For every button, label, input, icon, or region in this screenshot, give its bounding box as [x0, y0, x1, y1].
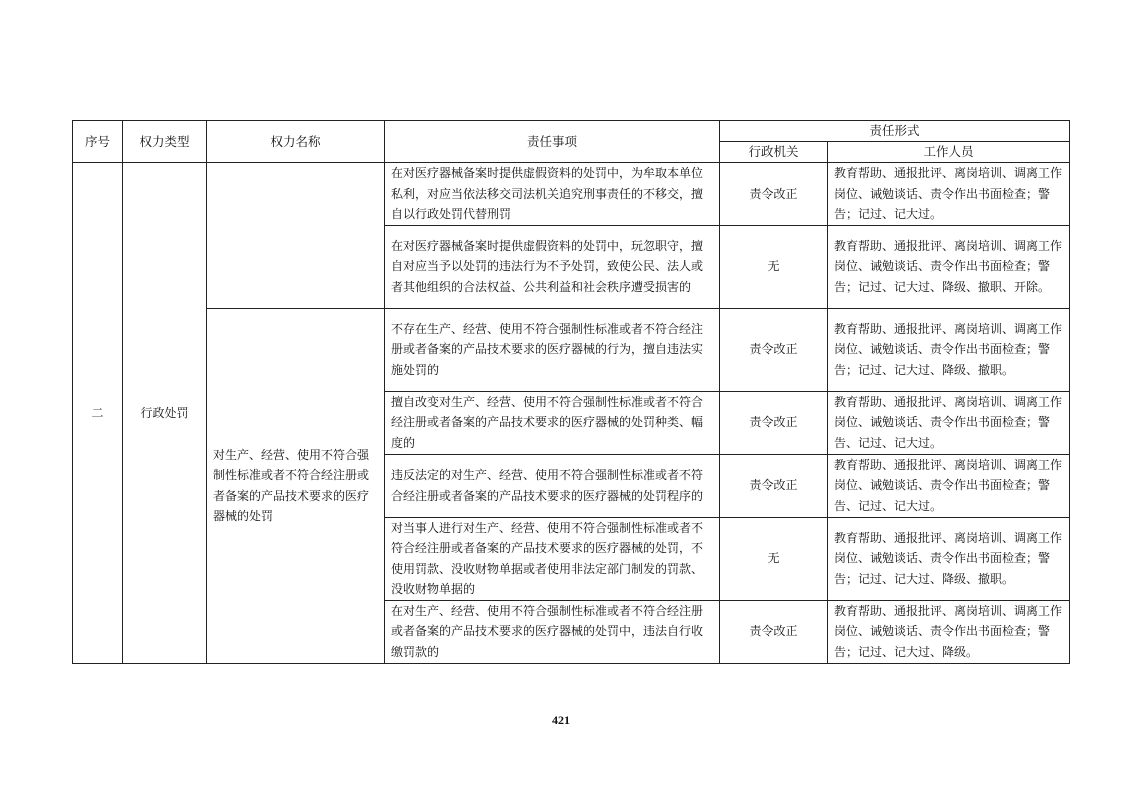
duty-cell: 违反法定的对生产、经营、使用不符合强制性标准或者不符合经注册或者备案的产品技术要求的医疗器械的处罚程序的: [385, 454, 720, 517]
agency-cell: 责令改正: [720, 391, 828, 454]
table-row: [73, 163, 1070, 226]
staff-cell: 教育帮助、通报批评、离岗培训、调离工作岗位、诫勉谈话、责令作出书面检查；警告；记过、记大过、降级、撤职。: [828, 517, 1070, 600]
header-agency: 行政机关: [720, 142, 828, 163]
duty-cell: 擅自改变对生产、经营、使用不符合强制性标准或者不符合经注册或者备案的产品技术要求的医疗器械的处罚种类、幅度的: [385, 391, 720, 454]
agency-cell: 责令改正: [720, 454, 828, 517]
header-power-name: 权力名称: [207, 121, 385, 163]
duty-cell: 不存在生产、经营、使用不符合强制性标准或者不符合经注册或者备案的产品技术要求的医疗器械的行为，擅自违法实施处罚的: [385, 308, 720, 391]
header-staff: 工作人员: [828, 142, 1070, 163]
responsibility-table: [72, 120, 1070, 664]
header-seq: 序号: [73, 121, 123, 163]
agency-cell: 无: [720, 517, 828, 600]
agency-cell: 无: [720, 225, 828, 308]
header-responsibility-form: 责任形式: [720, 121, 1070, 142]
seq-cell: 二: [73, 163, 123, 664]
duty-cell: 对当事人进行对生产、经营、使用不符合强制性标准或者不符合经注册或者备案的产品技术要求的医疗器械的处罚，不使用罚款、没收财物单据或者使用非法定部门制发的罚款、没收财物单据的: [385, 517, 720, 600]
duty-cell: 在对生产、经营、使用不符合强制性标准或者不符合经注册或者备案的产品技术要求的医疗器械的处罚中，违法自行收缴罚款的: [385, 600, 720, 663]
header-duty: 责任事项: [385, 121, 720, 163]
power-name-cell: 对生产、经营、使用不符合强制性标准或者不符合经注册或者备案的产品技术要求的医疗器械的处罚: [207, 308, 385, 663]
agency-cell: 责令改正: [720, 163, 828, 226]
page-number: 421: [552, 713, 570, 727]
agency-cell: 责令改正: [720, 600, 828, 663]
staff-cell: 教育帮助、通报批评、离岗培训、调离工作岗位、诫勉谈话、责令作出书面检查；警告、记过、记大过。: [828, 391, 1070, 454]
staff-cell: 教育帮助、通报批评、离岗培训、调离工作岗位、诫勉谈话、责令作出书面检查；警告、记过、记大过。: [828, 454, 1070, 517]
table-row: [73, 308, 1070, 391]
power-name-cell-empty: [207, 163, 385, 309]
agency-cell: 责令改正: [720, 308, 828, 391]
duty-cell: 在对医疗器械备案时提供虚假资料的处罚中，玩忽职守，擅自对应当予以处罚的违法行为不予处罚，致使公民、法人或者其他组织的合法权益、公共利益和社会秩序遭受损害的: [385, 225, 720, 308]
staff-cell: 教育帮助、通报批评、离岗培训、调离工作岗位、诫勉谈话、责令作出书面检查；警告；记过、记大过、降级、撤职。: [828, 308, 1070, 391]
staff-cell: 教育帮助、通报批评、离岗培训、调离工作岗位、诫勉谈话、责令作出书面检查；警告；记过、记大过、降级、撤职、开除。: [828, 225, 1070, 308]
duty-cell: 在对医疗器械备案时提供虚假资料的处罚中，为牟取本单位私利，对应当依法移交司法机关追究刑事责任的不移交，擅自以行政处罚代替刑罚: [385, 163, 720, 226]
header-power-type: 权力类型: [123, 121, 207, 163]
power-type-cell: 行政处罚: [123, 163, 207, 664]
staff-cell: 教育帮助、通报批评、离岗培训、调离工作岗位、诫勉谈话、责令作出书面检查；警告；记过、记大过、降级。: [828, 600, 1070, 663]
staff-cell: 教育帮助、通报批评、离岗培训、调离工作岗位、诫勉谈话、责令作出书面检查；警告；记过、记大过。: [828, 163, 1070, 226]
